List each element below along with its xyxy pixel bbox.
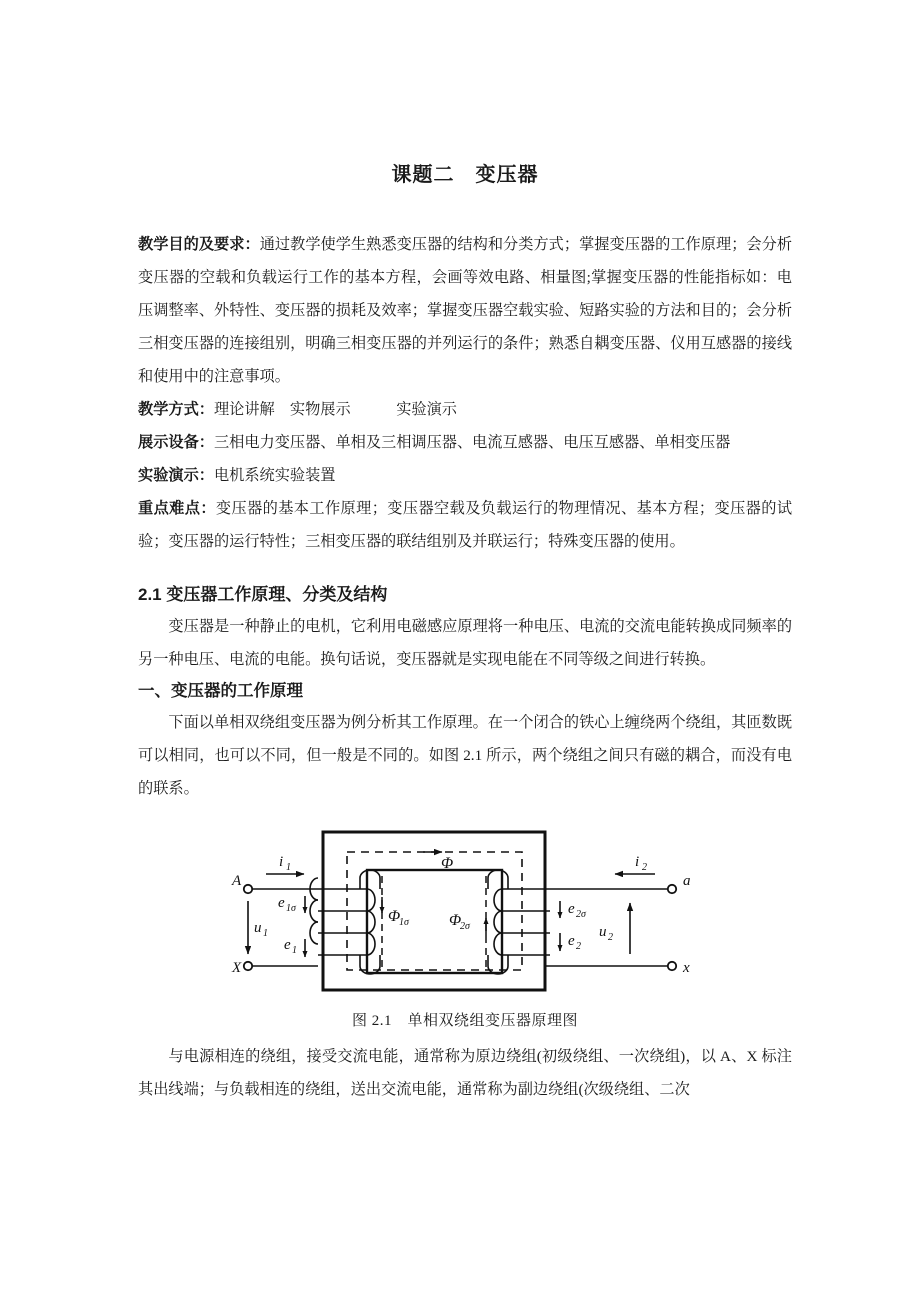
current-primary-label: i [279, 854, 284, 870]
voltage-primary-label: u [254, 920, 262, 936]
current-secondary-label: i [635, 854, 640, 870]
emf-secondary-leak-label: e [568, 901, 575, 917]
winding-description-paragraph: 与电源相连的绕组，接受交流电能，通常称为原边绕组(初级绕组、一次绕组)，以 A、X 标注其出线端；与负载相连的绕组，送出交流电能，通常称为副边绕组(次级绕组、二次 [138, 1048, 792, 1098]
keypoints-text: 变压器的基本工作原理；变压器空载及负载运行的物理情况、基本方程；变压器的试验；变压器的运行特性；三相变压器的联结组别及并联运行；特殊变压器的使用。 [138, 500, 793, 550]
flux-leak-primary-label: Φ [388, 908, 401, 925]
secondary-winding [488, 870, 550, 974]
page-content [138, 0, 792, 1106]
equipment-paragraph [138, 426, 792, 459]
flux-leak-secondary-label: Φ [449, 912, 462, 929]
method-label: 教学方式： [138, 401, 214, 418]
voltage-secondary-label: u [599, 924, 607, 940]
terminal-A [244, 885, 252, 893]
voltage-secondary-sub: 2 [608, 932, 613, 943]
figure-2-1 [138, 821, 792, 1030]
transformer-schematic [230, 821, 700, 1001]
emf-primary-label: e [284, 937, 291, 953]
figure-caption: 图 2.1 单相双绕组变压器原理图 [351, 1013, 578, 1029]
emf-secondary-sub: 2 [576, 941, 581, 952]
demo-paragraph [138, 459, 792, 492]
terminal-a [668, 885, 676, 893]
current-primary-sub: 1 [286, 862, 291, 873]
objectives-text: 通过教学使学生熟悉变压器的结构和分类方式；掌握变压器的工作原理；会分析变压器的空载和负载运行工作的基本方程，会画等效电路、相量图;掌握变压器的性能指标如：电压调整率、外特性、变压器的损耗及效率；掌握变压器空载实验、短路实验的方法和目的；会分析三相变压器的连接组别，明确三相变压器的并列运行的条件；熟悉自耦变压器、仪用互感器的接线和使用中的注意事项。 [138, 236, 793, 385]
method-text: 理论讲解 实物展示 实验演示 [213, 401, 457, 418]
demo-label: 实验演示： [138, 467, 214, 484]
equipment-text: 三相电力变压器、单相及三相调压器、电流互感器、电压互感器、单相变压器 [213, 434, 731, 451]
emf-primary-leak-sub: 1σ [286, 903, 296, 914]
emf-primary-sub: 1 [292, 945, 297, 956]
terminal-a-label: a [683, 873, 691, 889]
equipment-label: 展示设备： [138, 434, 214, 451]
demo-text: 电机系统实验装置 [213, 467, 336, 484]
terminal-x [668, 962, 676, 970]
flux-leak-secondary-sub: 2σ [460, 921, 470, 932]
terminal-x-label: x [683, 960, 690, 976]
flux-main-label: Φ [441, 855, 454, 872]
current-secondary-sub: 2 [642, 862, 647, 873]
objectives-label: 教学目的及要求： [138, 236, 260, 253]
chapter-intro-paragraph: 变压器是一种静止的电机，它利用电磁感应原理将一种电压、电流的交流电能转换成同频率的另一种电压、电流的电能。换句话说，变压器就是实现电能在不同等级之间进行转换。 [138, 618, 792, 668]
terminal-X-label: X [232, 960, 242, 976]
objectives-paragraph [138, 228, 792, 393]
spacer [138, 187, 792, 209]
primary-winding [310, 870, 380, 974]
section-heading-2-1: 2.1 变压器工作原理、分类及结构 [138, 585, 388, 604]
terminal-X [244, 962, 252, 970]
page-title: 课题二 变压器 [391, 164, 539, 186]
working-principle-paragraph: 下面以单相双绕组变压器为例分析其工作原理。在一个闭合的铁心上缠绕两个绕组，其匝数既可以相同，也可以不同，但一般是不同的。如图 2.1 所示，两个绕组之间只有磁的耦合，而没有电的联系。 [138, 714, 792, 797]
keypoints-paragraph [138, 492, 792, 558]
subsection-heading-one: 一、变压器的工作原理 [138, 682, 303, 700]
terminal-A-label: A [232, 873, 242, 889]
emf-secondary-leak-sub: 2σ [576, 909, 586, 920]
voltage-primary-sub: 1 [263, 928, 268, 939]
spacer [138, 558, 792, 580]
emf-primary-leak-label: e [278, 895, 285, 911]
keypoints-label: 重点难点： [138, 500, 216, 517]
emf-secondary-label: e [568, 933, 575, 949]
flux-leak-primary-sub: 1σ [399, 917, 409, 928]
method-paragraph [138, 393, 792, 426]
